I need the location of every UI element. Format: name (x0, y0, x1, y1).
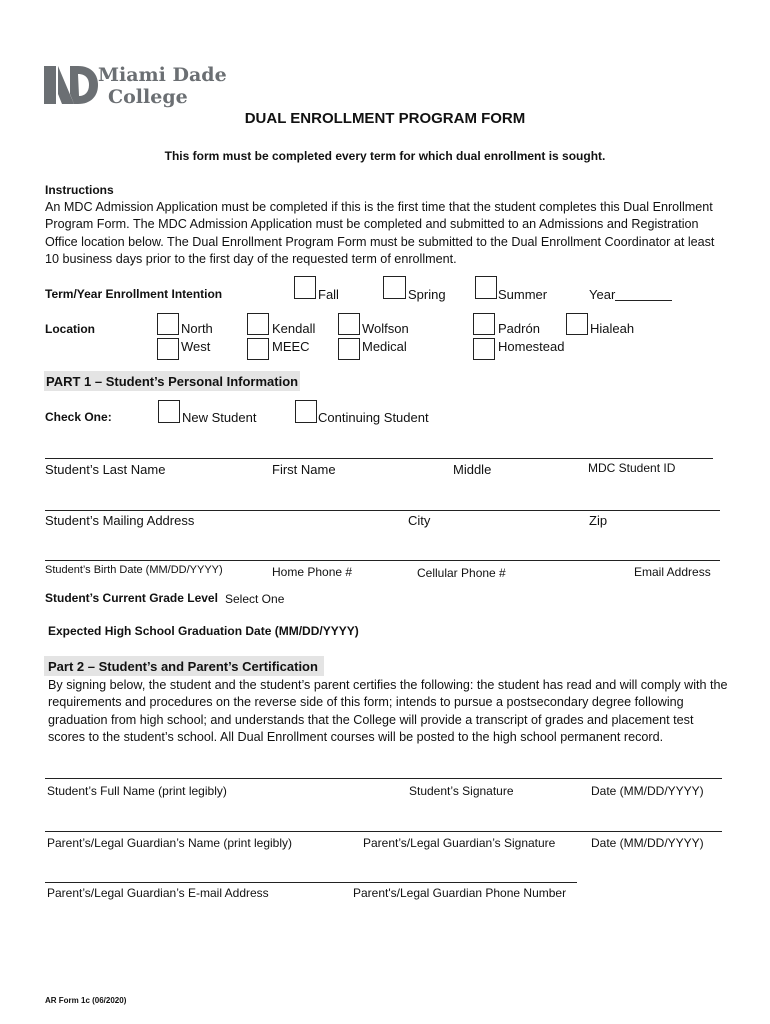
form-subtitle: This form must be completed every term for which dual enrollment is sought. (164, 149, 606, 163)
north-checkbox[interactable] (157, 313, 179, 335)
homestead-checkbox[interactable] (473, 338, 495, 360)
homestead-label: Homestead (498, 339, 565, 354)
meec-label: MEEC (272, 339, 310, 354)
mdc-logo-mark (44, 66, 100, 106)
part2-heading: Part 2 – Student’s and Parent’s Certification (48, 659, 318, 674)
meec-checkbox[interactable] (247, 338, 269, 360)
location-label: Location (45, 322, 95, 336)
fall-label: Fall (318, 287, 339, 302)
form-footer: AR Form 1c (06/2020) (45, 996, 127, 1005)
instructions-text: An MDC Admission Application must be completed if this is the first time that the student completes this Dual Enrollment Program Form. The MDC Admission Application must be completed and submitted to an Admissions and Registration Office location below. The Dual Enrollment Program Form must be submitted to the Dual Enrollment Coordinator at least 10 business days prior to the first day of the requested term of enrollment. (45, 200, 715, 267)
grade-level-select[interactable]: Select One (225, 592, 285, 606)
parent-email-label: Parent’s/Legal Guardian’s E-mail Address (47, 886, 269, 900)
instructions-heading: Instructions (45, 183, 114, 197)
year-label: Year (589, 287, 616, 302)
north-label: North (181, 321, 213, 336)
mdc-logo (44, 64, 227, 110)
padron-label: Padrón (498, 321, 540, 336)
wolfson-label: Wolfson (362, 321, 409, 336)
mailing-address-label: Student’s Mailing Address (45, 513, 195, 528)
email-label: Email Address (634, 565, 711, 579)
term-label: Term/Year Enrollment Intention (45, 287, 223, 301)
home-phone-label: Home Phone # (272, 565, 353, 579)
medical-label: Medical (362, 339, 407, 354)
parent-name-label: Parent’s/Legal Guardian’s Name (print legibly) (47, 836, 293, 850)
birth-date-label: Student’s Birth Date (MM/DD/YYYY) (45, 564, 223, 576)
padron-checkbox[interactable] (473, 313, 495, 335)
kendall-label: Kendall (272, 321, 316, 336)
cell-phone-label: Cellular Phone # (417, 566, 506, 580)
city-label: City (408, 513, 431, 528)
part2-text: By signing below, the student and the student’s parent certifies the following: the student has read and will comply with the requirements and procedures on the reverse side of this form; intends to pursue a postsecondary degree following graduation from high school; and understands that the College will provide a transcript of grades and placement test scores to the student’s school. All Dual Enrollment courses will be posted to the high school permanent record. (48, 678, 728, 745)
west-checkbox[interactable] (157, 338, 179, 360)
west-label: West (181, 339, 211, 354)
first-name-label: First Name (272, 462, 336, 477)
last-name-label: Student’s Last Name (45, 462, 166, 477)
student-signature-label: Student’s Signature (409, 784, 514, 798)
address-input-line[interactable] (45, 510, 720, 511)
name-input-line[interactable] (45, 458, 713, 459)
new-student-checkbox[interactable] (158, 400, 180, 423)
hialeah-label: Hialeah (590, 321, 635, 336)
spring-checkbox[interactable] (383, 276, 406, 299)
mdc-id-label: MDC Student ID (588, 461, 676, 475)
contact-input-line[interactable] (45, 560, 720, 561)
summer-checkbox[interactable] (475, 276, 497, 299)
student-full-name-label: Student’s Full Name (print legibly) (47, 784, 227, 798)
hialeah-checkbox[interactable] (566, 313, 588, 335)
year-input-line[interactable] (615, 300, 672, 301)
student-sign-line[interactable] (45, 778, 722, 779)
logo-text-line1: Miami Dade (98, 64, 227, 86)
zip-label: Zip (589, 513, 608, 528)
fall-checkbox[interactable] (294, 276, 316, 299)
kendall-checkbox[interactable] (247, 313, 269, 335)
parent-contact-line[interactable] (45, 882, 577, 883)
check-one-label: Check One: (45, 410, 112, 424)
medical-checkbox[interactable] (338, 338, 360, 360)
summer-label: Summer (498, 287, 548, 302)
logo-text-line2: College (108, 86, 188, 108)
new-student-label: New Student (182, 410, 257, 425)
continuing-student-checkbox[interactable] (295, 400, 317, 423)
spring-label: Spring (408, 287, 446, 302)
grade-level-label: Student’s Current Grade Level (45, 591, 218, 605)
form-title: DUAL ENROLLMENT PROGRAM FORM (244, 110, 526, 127)
wolfson-checkbox[interactable] (338, 313, 360, 335)
parent-phone-label: Parent's/Legal Guardian Phone Number (353, 886, 567, 900)
parent-sign-line[interactable] (45, 831, 722, 832)
middle-label: Middle (453, 462, 492, 477)
date1-label: Date (MM/DD/YYYY) (591, 784, 704, 798)
part1-heading: PART 1 – Student’s Personal Information (46, 374, 299, 389)
date2-label: Date (MM/DD/YYYY) (591, 836, 704, 850)
grad-date-label: Expected High School Graduation Date (MM/DD/YYYY) (48, 624, 359, 638)
parent-signature-label: Parent’s/Legal Guardian’s Signature (363, 836, 556, 850)
continuing-student-label: Continuing Student (318, 410, 429, 425)
